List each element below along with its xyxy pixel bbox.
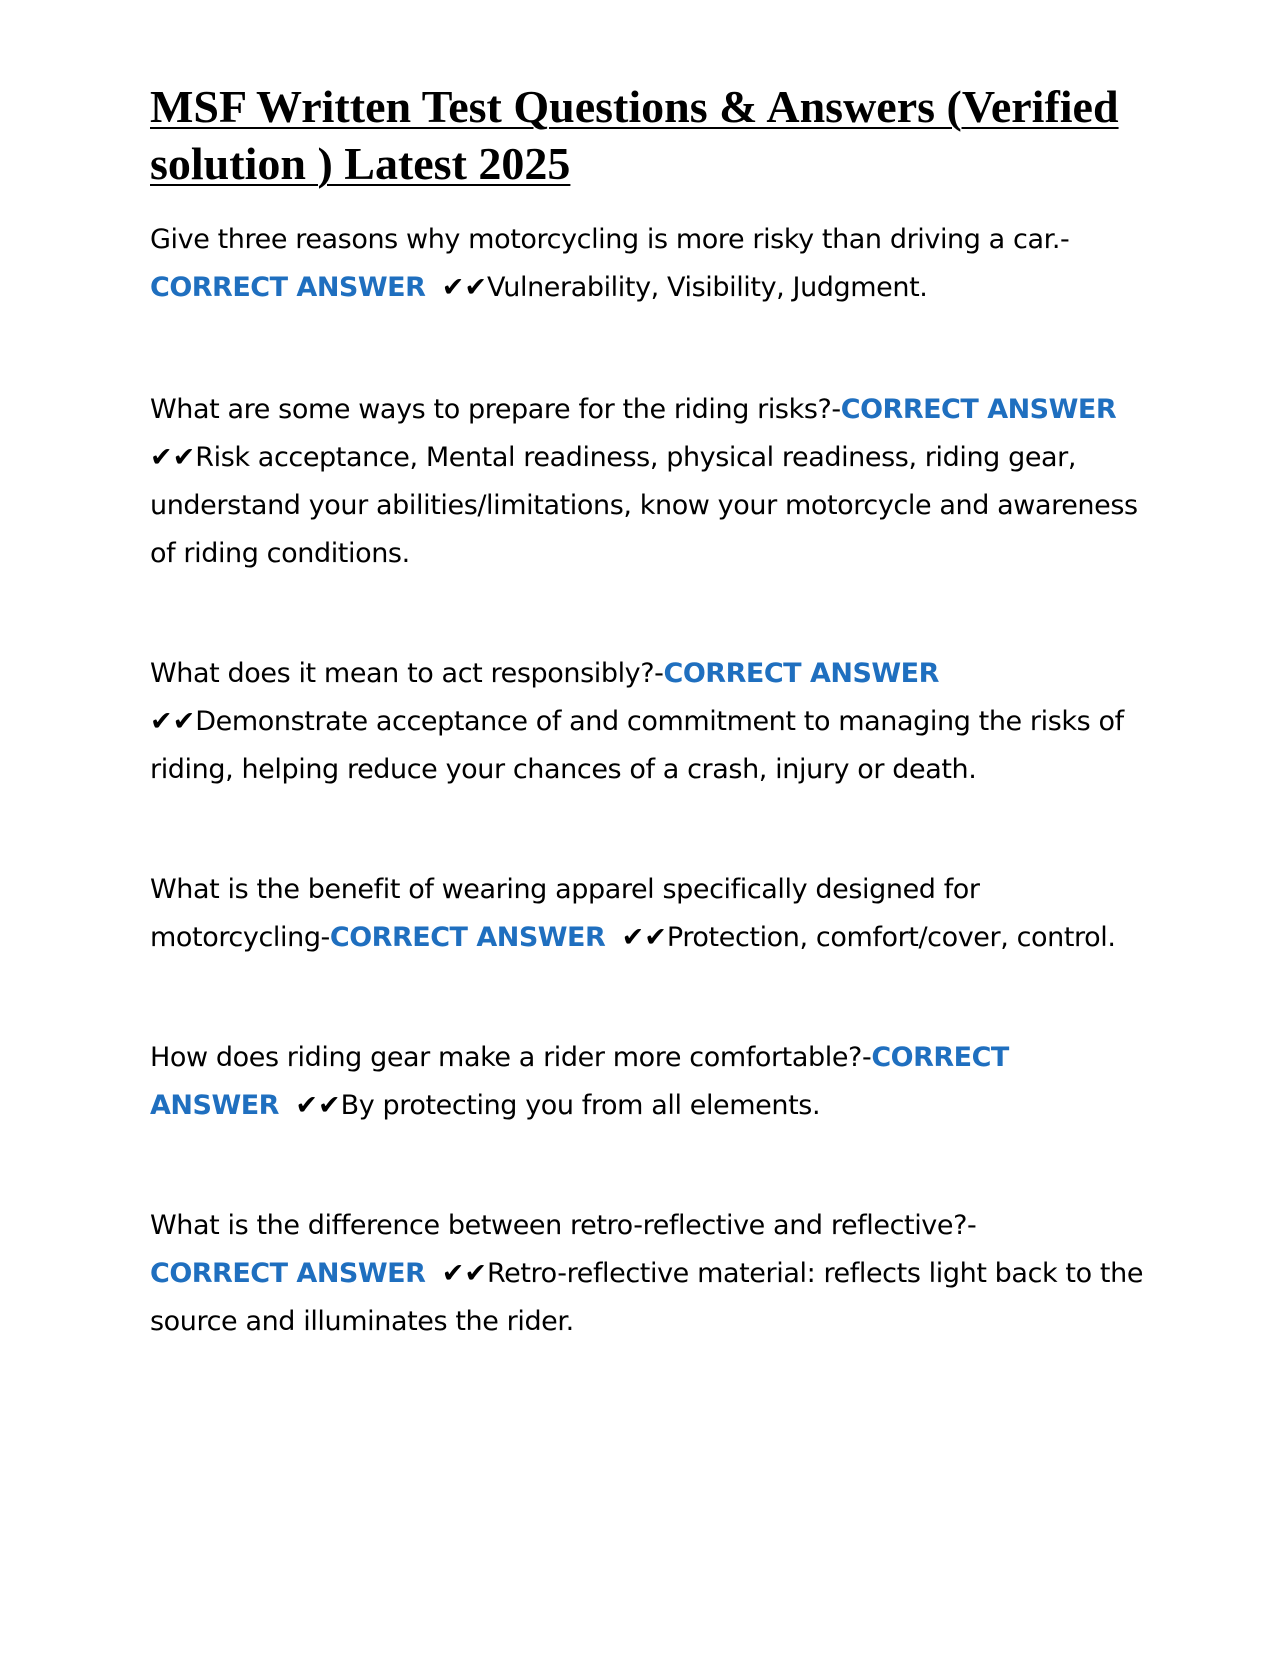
qa-item bbox=[150, 386, 1150, 578]
qa-item bbox=[150, 650, 1150, 794]
correct-answer-label: CORRECT ANSWER bbox=[150, 272, 426, 303]
answer-text: Vulnerability, Visibility, Judgment. bbox=[487, 272, 928, 303]
correct-answer-label: CORRECT ANSWER bbox=[150, 1258, 426, 1289]
correct-answer-label: CORRECT ANSWER bbox=[840, 394, 1117, 425]
question-text: Give three reasons why motorcycling is more risky than driving a car.- bbox=[150, 224, 1070, 255]
question-text: What is the difference between retro-reflective and reflective?- bbox=[150, 1210, 977, 1241]
correct-answer-label: CORRECT ANSWER bbox=[150, 1042, 1009, 1121]
qa-item bbox=[150, 1202, 1150, 1346]
answer-text: Protection, comfort/cover, control. bbox=[666, 922, 1116, 953]
qa-item bbox=[150, 1034, 1150, 1130]
answer-text: Retro-reflective material: reflects light back to the source and illuminates the rider. bbox=[150, 1258, 1144, 1337]
double-check-icon: ✔✔ bbox=[441, 272, 488, 303]
question-text: What does it mean to act responsibly?- bbox=[150, 658, 664, 689]
question-text: What are some ways to prepare for the riding risks?- bbox=[150, 394, 841, 425]
document-page bbox=[150, 78, 1150, 1346]
question-text: What is the benefit of wearing apparel specifically designed for motorcycling- bbox=[150, 874, 980, 953]
double-check-icon: ✔✔ bbox=[441, 1258, 488, 1289]
double-check-icon: ✔✔ bbox=[295, 1090, 341, 1121]
question-text: How does riding gear make a rider more comfortable?- bbox=[150, 1042, 872, 1073]
answer-text: By protecting you from all elements. bbox=[340, 1090, 821, 1121]
qa-item bbox=[150, 216, 1150, 312]
correct-answer-label: CORRECT ANSWER bbox=[663, 658, 939, 689]
document-title: MSF Written Test Questions & Answers (Verified solution ) Latest 2025 bbox=[150, 81, 1119, 189]
answer-text: Demonstrate acceptance of and commitment to managing the risks of riding, helping reduce your chances of a crash, injury or death. bbox=[150, 706, 1124, 785]
double-check-icon: ✔✔ bbox=[150, 706, 196, 737]
double-check-icon: ✔✔ bbox=[150, 442, 196, 473]
double-check-icon: ✔✔ bbox=[621, 922, 667, 953]
qa-item bbox=[150, 866, 1150, 962]
correct-answer-label: CORRECT ANSWER bbox=[329, 922, 606, 953]
answer-text: Risk acceptance, Mental readiness, physical readiness, riding gear, understand your abilities/limitations, know your motorcycle and awareness of riding conditions. bbox=[150, 442, 1138, 569]
